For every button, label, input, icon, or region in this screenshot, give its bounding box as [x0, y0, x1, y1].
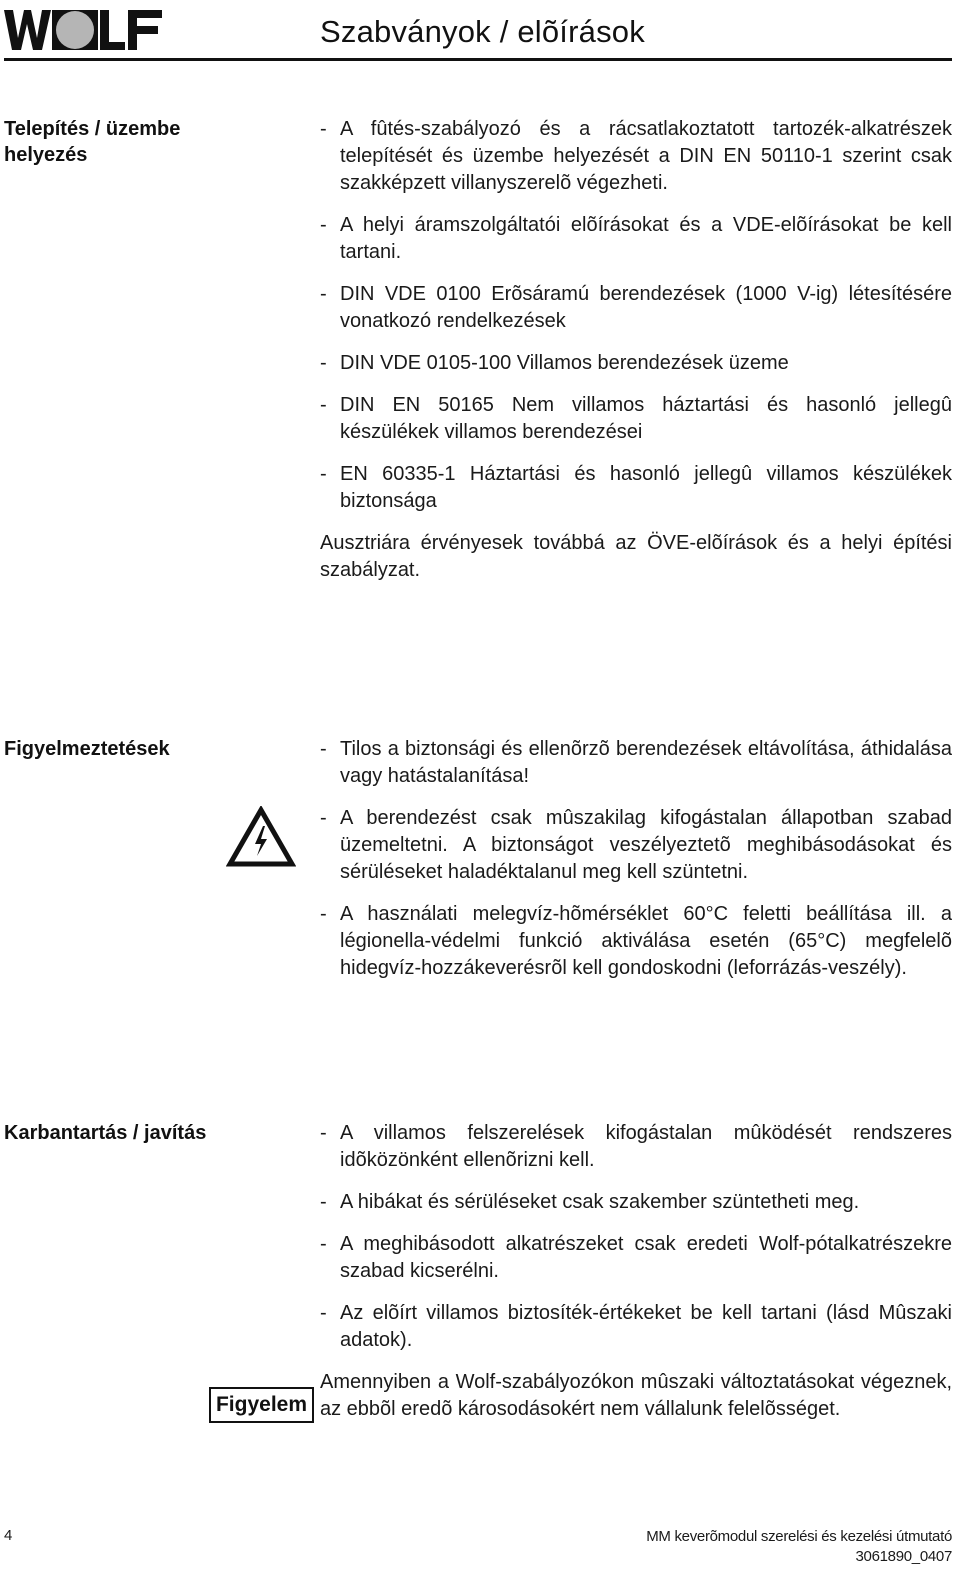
list-item: - EN 60335-1 Háztartási és hasonló jellegû villamos készülékek biztonsága — [320, 463, 952, 512]
list-item: - A helyi áramszolgáltatói elõírásokat és a VDE-elõírásokat be kell tartani. — [320, 214, 952, 263]
list-item: - DIN VDE 0100 Erõsáramú berendezések (1000 V-ig) létesítésére vonatkozó rendelkezések — [320, 283, 952, 332]
section-body — [320, 1120, 952, 1423]
header-rule — [4, 58, 952, 61]
page-number: 4 — [4, 1527, 13, 1544]
list-item: - DIN VDE 0105-100 Villamos berendezések üzeme — [320, 352, 789, 374]
wolf-logo — [4, 8, 164, 52]
document-code: 3061890_0407 — [855, 1548, 952, 1565]
list-item: - A meghibásodott alkatrészeket csak eredeti Wolf-pótalkatrészekre szabad kicserélni. — [320, 1233, 952, 1282]
list-item: - A fûtés-szabályozó és a rácsatlakoztatott tartozék-alkatrészek telepítését és üzembe helyezését a DIN EN 50110-1 szerint csak szakképzett villanyszerelõ végezheti. — [320, 118, 952, 194]
austria-note: Ausztriára érvényesek továbbá az ÖVE-elõírások és a helyi építési szabályzat. — [320, 532, 952, 581]
page-title: Szabványok / elõírások — [320, 14, 645, 49]
list-item: - A berendezést csak mûszakilag kifogástalan állapotban szabad üzemeltetni. A biztonságot veszélyeztetõ meghibásodásokat és sérüléseket haladéktalanul meg kell szüntetni. — [320, 807, 952, 883]
section-label: Telepítés / üzembe helyezés — [4, 118, 181, 166]
liability-note: Amennyiben a Wolf-szabályozókon mûszaki változtatásokat végeznek, az ebbõl eredõ károsodásokért nem vállalunk felelõsséget. — [320, 1371, 952, 1420]
list-item: - Az elõírt villamos biztosíték-értékeket be kell tartani (lásd Mûszaki adatok). — [320, 1302, 952, 1351]
section-body — [320, 736, 952, 997]
list-item: - A használati melegvíz-hõmérséklet 60°C feletti beállítása ill. a légionella-védelmi funkció aktiválása esetén (65°C) megfelelõ hidegvíz-hozzákeverésrõl kell gondoskodni (leforrázás-veszély). — [320, 903, 952, 979]
list-item: - DIN EN 50165 Nem villamos háztartási és hasonló jellegû készülékek villamos berendezései — [320, 394, 952, 443]
list-item: - A hibákat és sérüléseket csak szakember szüntetheti meg. — [320, 1191, 860, 1213]
section-label: Karbantartás / javítás — [4, 1122, 207, 1144]
document-info — [646, 1527, 952, 1567]
list-item: - Tilos a biztonsági és ellenõrzõ berendezések eltávolítása, áthidalása vagy hatástalanítása! — [320, 738, 952, 787]
document-title: MM keverõmodul szerelési és kezelési útmutató — [646, 1528, 952, 1545]
section-label: Figyelmeztetések — [4, 738, 170, 760]
attention-label: Figyelem — [209, 1387, 314, 1423]
electrical-hazard-warning-icon — [226, 806, 296, 868]
list-item: - A villamos felszerelések kifogástalan mûködését rendszeres idõközönként ellenõrizni kell. — [320, 1122, 952, 1171]
section-body — [320, 116, 952, 584]
